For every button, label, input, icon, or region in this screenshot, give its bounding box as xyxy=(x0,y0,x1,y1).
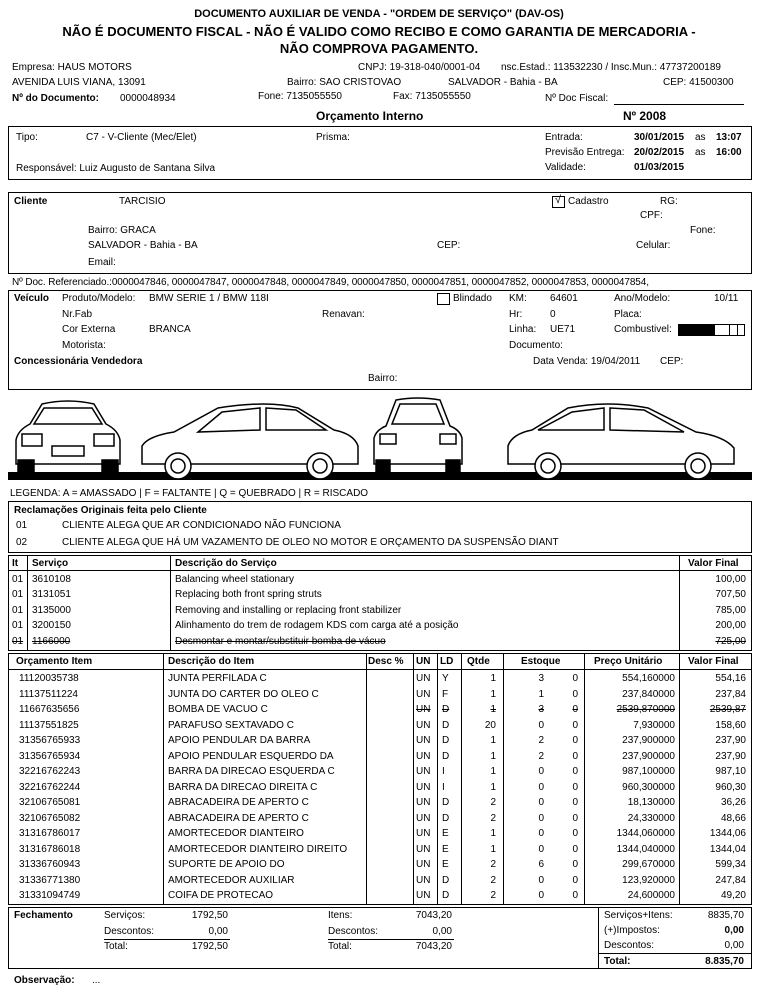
cor-label: Cor Externa xyxy=(62,324,116,335)
item-estoque-2: 0 xyxy=(572,766,578,777)
item-valor: 1344,04 xyxy=(709,843,746,855)
renavan-label: Renavan: xyxy=(322,309,365,320)
item-valor: 247,84 xyxy=(715,874,746,886)
servico-valor: 725,00 xyxy=(715,635,746,647)
empresa-fone: Fone: 7135055550 xyxy=(258,91,342,102)
num-documento: 0000048934 xyxy=(120,93,176,104)
ano-value: 10/11 xyxy=(714,293,739,304)
itens-header-ld: LD xyxy=(440,656,454,667)
item-estoque-2: 0 xyxy=(572,781,578,793)
itens-header-preco: Preço Unitário xyxy=(594,656,663,667)
fechamento-total: 1792,50 xyxy=(191,941,228,952)
fechamento-itens-total: 7043,20 xyxy=(415,941,452,952)
item-descricao: APOIO PENDULAR ESQUERDO DA xyxy=(168,750,334,762)
impostos-label: (+)Impostos: xyxy=(604,925,660,936)
cliente-label: Cliente xyxy=(14,196,48,207)
fechamento-itens-descontos-label: Descontos: xyxy=(328,926,379,937)
item-un: UN xyxy=(416,843,431,855)
item-ld: I xyxy=(442,766,445,777)
concessionaria-label: Concessionária Vendedora xyxy=(14,356,143,367)
item-un: UN xyxy=(416,874,431,886)
item-estoque-1: 0 xyxy=(538,719,544,731)
empresa-cidade: SALVADOR - Bahia - BA xyxy=(448,77,558,88)
itens-header-qtde: Qtde xyxy=(467,656,490,667)
item-preco: 18,130000 xyxy=(627,797,675,808)
item-descricao: BARRA DA DIRECAO ESQUERDA C xyxy=(168,766,335,777)
previsao-as: as xyxy=(695,147,706,158)
item-descricao: PARAFUSO SEXTAVADO C xyxy=(168,719,294,731)
item-valor: 987,10 xyxy=(715,766,746,777)
cor-value: BRANCA xyxy=(149,324,191,335)
empresa-fax: Fax: 7135055550 xyxy=(393,91,471,102)
item-estoque-1: 6 xyxy=(538,859,544,870)
item-ld: D xyxy=(442,735,450,746)
doc-fiscal-label: Nº Doc Fiscal: xyxy=(545,93,609,104)
descontos-geral-value: 0,00 xyxy=(724,940,744,951)
item-codigo: 31331094749 xyxy=(19,890,81,901)
item-un: UN xyxy=(416,735,431,746)
empresa-nome: Empresa: HAUS MOTORS xyxy=(12,62,132,73)
reclamacoes-titulo: Reclamações Originais feita pelo Cliente xyxy=(14,505,207,516)
doc-header-line1: DOCUMENTO AUXILIAR DE VENDA - "ORDEM DE SERVIÇO" (DAV-OS) xyxy=(194,8,564,20)
item-ld: F xyxy=(442,688,449,700)
item-qtde: 2 xyxy=(490,812,496,824)
num-documento-label: Nº do Documento: xyxy=(12,93,99,104)
itens-col-divider xyxy=(679,653,680,905)
servico-it: 01 xyxy=(12,589,24,601)
item-qtde: 1 xyxy=(490,828,496,839)
item-qtde: 1 xyxy=(490,843,496,855)
item-descricao: ABRACADEIRA DE APERTO C xyxy=(168,797,309,808)
item-estoque-2: 0 xyxy=(572,890,578,901)
servico-descricao: Removing and installing or replacing front stabilizer xyxy=(175,604,402,616)
item-ld: D xyxy=(442,719,450,731)
empresa-cnpj: CNPJ: 19-318-040/0001-04 xyxy=(358,62,481,73)
fechamento-descontos: 0,00 xyxy=(208,926,228,937)
item-un: UN xyxy=(416,766,431,777)
reclamacao-num: 02 xyxy=(16,537,28,548)
item-descricao: ABRACADEIRA DE APERTO C xyxy=(168,812,309,824)
descontos-geral-label: Descontos: xyxy=(604,940,655,951)
veiculo-cep: CEP: xyxy=(660,356,684,367)
servicos-itens-value: 8835,70 xyxy=(707,910,744,921)
reclamacao-texto: CLIENTE ALEGA QUE HÁ UM VAZAMENTO DE OLEO NO MOTOR E ORÇAMENTO DA SUSPENSÃO DIANT xyxy=(62,537,559,548)
item-codigo: 11120035738 xyxy=(19,673,79,684)
item-descricao: AMORTECEDOR AUXILIAR xyxy=(168,874,295,886)
linha-value: UE71 xyxy=(550,324,576,335)
reclamacao-num: 01 xyxy=(16,520,28,531)
item-valor: 49,20 xyxy=(720,890,746,901)
item-qtde: 2 xyxy=(490,874,496,886)
item-codigo: 32106765081 xyxy=(19,797,81,808)
servicos-header-descricao: Descrição do Serviço xyxy=(175,558,277,569)
item-qtde: 1 xyxy=(490,673,496,684)
item-preco: 24,600000 xyxy=(627,890,675,901)
item-estoque-1: 2 xyxy=(538,735,544,746)
item-un: UN xyxy=(416,812,431,824)
fechamento-itens-label: Itens: xyxy=(328,910,353,921)
item-un: UN xyxy=(416,704,431,715)
item-ld: D xyxy=(442,890,450,901)
item-preco: 123,920000 xyxy=(622,874,675,886)
itens-header-estoque: Estoque xyxy=(521,656,561,667)
item-un: UN xyxy=(416,828,431,839)
fechamento-itens-total-label: Total: xyxy=(328,941,352,952)
servicos-itens-label: Serviços+Itens: xyxy=(604,910,673,921)
entrada-date: 30/01/2015 xyxy=(634,132,685,143)
item-preco: 24,330000 xyxy=(627,812,675,824)
item-estoque-1: 3 xyxy=(538,704,544,715)
item-estoque-1: 2 xyxy=(538,750,544,762)
item-estoque-1: 0 xyxy=(538,781,544,793)
item-estoque-2: 0 xyxy=(572,688,578,700)
car-left-side-view-icon xyxy=(142,404,358,479)
servico-codigo: 3131051 xyxy=(32,589,71,601)
doc-header-line2: NÃO É DOCUMENTO FISCAL - NÃO É VALIDO COMO RECIBO E COMO GARANTIA DE MERCADORIA - xyxy=(62,24,696,39)
item-preco: 960,300000 xyxy=(622,781,675,793)
data-venda: Data Venda: 19/04/2011 xyxy=(533,356,641,367)
item-estoque-2: 0 xyxy=(572,812,578,824)
item-codigo: 32216762244 xyxy=(19,781,81,793)
item-codigo: 32106765082 xyxy=(19,812,81,824)
fechamento-label: Fechamento xyxy=(14,910,73,921)
item-estoque-2: 0 xyxy=(572,735,578,746)
total-geral-value: 8.835,70 xyxy=(705,956,744,967)
item-codigo: 11137551825 xyxy=(19,719,79,731)
item-qtde: 1 xyxy=(490,704,496,715)
servico-valor: 100,00 xyxy=(715,574,746,585)
observacao-texto: ... xyxy=(92,975,101,986)
placa-label: Placa: xyxy=(614,309,642,320)
item-valor: 237,90 xyxy=(715,735,746,746)
doc-fiscal-line xyxy=(614,104,744,105)
produto-label: Produto/Modelo: xyxy=(62,293,136,304)
servicos-header-servico: Serviço xyxy=(32,558,69,569)
cliente-email: Email: xyxy=(88,257,116,268)
linha-label: Linha: xyxy=(509,324,537,335)
km-label: KM: xyxy=(509,293,527,304)
item-descricao: JUNTA PERFILADA C xyxy=(168,673,267,684)
item-preco: 2539,870000 xyxy=(616,704,675,715)
item-preco: 1344,040000 xyxy=(616,843,675,855)
ano-label: Ano/Modelo: xyxy=(614,293,671,304)
item-descricao: SUPORTE DE APOIO DO xyxy=(168,859,285,870)
item-qtde: 1 xyxy=(490,735,496,746)
tipo-label: Tipo: xyxy=(16,132,38,143)
itens-col-divider xyxy=(503,653,504,905)
item-estoque-2: 0 xyxy=(572,719,578,731)
servico-codigo: 3135000 xyxy=(32,604,71,616)
veiculo-bairro: Bairro: xyxy=(368,373,398,384)
cliente-fone: Fone: xyxy=(690,225,716,236)
item-descricao: AMORTECEDOR DIANTEIRO xyxy=(168,828,304,839)
item-descricao: APOIO PENDULAR DA BARRA xyxy=(168,735,311,746)
cliente-celular: Celular: xyxy=(636,240,671,251)
fechamento-total-label: Total: xyxy=(104,941,128,952)
item-preco: 237,840000 xyxy=(622,688,675,700)
previsao-hora: 16:00 xyxy=(716,147,742,158)
fechamento-itens-line xyxy=(328,939,454,940)
item-estoque-1: 1 xyxy=(538,688,544,700)
km-value: 64601 xyxy=(550,293,578,304)
empresa-bairro: Bairro: SAO CRISTOVAO xyxy=(287,77,402,88)
hr-label: Hr: xyxy=(509,309,523,320)
servico-descricao: Alinhamento do trem de rodagem KDS com carga até a posição xyxy=(175,620,459,632)
fechamento-servicos-label: Serviços: xyxy=(104,910,146,921)
servico-valor: 785,00 xyxy=(715,604,746,616)
item-valor: 554,16 xyxy=(715,673,746,684)
tipo-value: C7 - V-Cliente (Mec/Elet) xyxy=(86,132,197,143)
item-estoque-1: 0 xyxy=(538,828,544,839)
doc-header-line3: NÃO COMPROVA PAGAMENTO. xyxy=(279,41,479,56)
item-valor: 36,26 xyxy=(720,797,746,808)
item-estoque-2: 0 xyxy=(572,843,578,855)
empresa-cep: CEP: 41500300 xyxy=(663,77,734,88)
item-codigo: 31336771380 xyxy=(19,874,81,886)
itens-header-desc: Desc % xyxy=(368,656,404,667)
itens-col-divider xyxy=(584,653,585,905)
item-qtde: 2 xyxy=(490,797,496,808)
item-valor: 237,90 xyxy=(715,750,746,762)
prisma-label: Prisma: xyxy=(316,132,350,143)
veiculo-label: Veículo xyxy=(14,293,50,304)
entrada-hora: 13:07 xyxy=(716,132,742,143)
fechamento-itens: 7043,20 xyxy=(415,910,452,921)
item-ld: D xyxy=(442,812,450,824)
itens-header-un: UN xyxy=(416,656,431,667)
total-geral-label: Total: xyxy=(604,956,631,967)
blindado-label: Blindado xyxy=(453,293,492,304)
item-codigo: 31356765934 xyxy=(19,750,81,762)
car-right-side-view-icon xyxy=(508,404,734,479)
servico-codigo: 3200150 xyxy=(32,620,71,632)
fechamento-itens-descontos: 0,00 xyxy=(432,926,452,937)
item-qtde: 20 xyxy=(484,719,496,731)
motorista-label: Motorista: xyxy=(62,340,106,351)
item-estoque-2: 0 xyxy=(572,673,578,684)
item-valor: 599,34 xyxy=(715,859,746,870)
combustivel-gauge xyxy=(678,324,745,336)
item-descricao: AMORTECEDOR DIANTEIRO DIREITO xyxy=(168,843,348,855)
item-ld: E xyxy=(442,828,449,839)
entrada-as: as xyxy=(695,132,706,143)
item-valor: 2539,87 xyxy=(709,704,746,715)
item-ld: I xyxy=(442,781,445,793)
servicos-header-it: It xyxy=(12,558,19,569)
item-descricao: COIFA DE PROTECAO xyxy=(168,890,274,901)
item-codigo: 31356765933 xyxy=(19,735,81,746)
itens-col-divider xyxy=(163,653,164,905)
item-valor: 158,60 xyxy=(715,719,746,731)
servico-valor: 707,50 xyxy=(715,589,746,601)
item-ld: D xyxy=(442,797,450,808)
item-preco: 237,900000 xyxy=(622,750,675,762)
orcamento-titulo: Orçamento Interno xyxy=(316,109,424,123)
item-qtde: 1 xyxy=(490,766,496,777)
item-qtde: 1 xyxy=(490,781,496,793)
servico-descricao: Replacing both front spring struts xyxy=(175,589,322,601)
item-preco: 7,930000 xyxy=(633,719,675,731)
item-estoque-1: 0 xyxy=(538,797,544,808)
item-valor: 48,66 xyxy=(720,812,746,824)
car-front-view-icon xyxy=(16,401,120,474)
cliente-cidade: SALVADOR - Bahia - BA xyxy=(88,240,198,251)
doc-referenciado: Nº Doc. Referenciado.:0000047846, 0000047847, 0000047848, 0000047849, 0000047850, 0000047851, 0000047852, 0000047853, 0000047854, xyxy=(12,277,649,288)
reclamacao-texto: CLIENTE ALEGA QUE AR CONDICIONADO NÃO FUNCIONA xyxy=(62,520,341,531)
car-damage-diagram xyxy=(8,394,752,488)
servico-descricao: Desmontar e montar/substituir bomba de vácuo xyxy=(175,635,386,647)
blindado-checkbox[interactable] xyxy=(437,293,450,305)
cliente-nome: TARCISIO xyxy=(119,196,166,207)
validade-label: Validade: xyxy=(545,162,586,173)
empresa-insc: nsc.Estad.: 113532230 / Insc.Mun.: 47737200189 xyxy=(501,62,721,73)
item-estoque-2: 0 xyxy=(572,859,578,870)
fechamento-total-line xyxy=(598,953,752,954)
servico-it: 01 xyxy=(12,635,24,647)
item-preco: 554,160000 xyxy=(622,673,675,684)
itens-col-divider xyxy=(437,653,438,905)
servico-it: 01 xyxy=(12,604,24,616)
rg-label: RG: xyxy=(660,196,678,207)
nrfab-label: Nr.Fab xyxy=(62,309,93,320)
servico-it: 01 xyxy=(12,574,24,585)
impostos-value: 0,00 xyxy=(724,925,744,936)
documento-label: Documento: xyxy=(509,340,563,351)
item-preco: 1344,060000 xyxy=(616,828,675,839)
produto-value: BMW SERIE 1 / BMW 118I xyxy=(149,293,269,304)
itens-header-descricao: Descrição do Item xyxy=(168,656,255,667)
servicos-header-valor: Valor Final xyxy=(688,558,739,569)
item-ld: D xyxy=(442,704,450,715)
entrada-label: Entrada: xyxy=(545,132,583,143)
item-un: UN xyxy=(416,719,431,731)
item-descricao: BARRA DA DIRECAO DIREITA C xyxy=(168,781,318,793)
item-estoque-1: 0 xyxy=(538,843,544,855)
item-preco: 237,900000 xyxy=(622,735,675,746)
item-valor: 237,84 xyxy=(715,688,746,700)
item-un: UN xyxy=(416,797,431,808)
fechamento-divider xyxy=(598,907,599,969)
item-valor: 960,30 xyxy=(715,781,746,793)
item-estoque-2: 0 xyxy=(572,797,578,808)
itens-header-item: Orçamento Item xyxy=(16,656,93,667)
responsavel: Responsável: Luiz Augusto de Santana Silva xyxy=(16,163,216,174)
item-ld: E xyxy=(442,859,449,870)
item-ld: D xyxy=(442,874,450,886)
orcamento-numero: Nº 2008 xyxy=(623,109,667,123)
itens-col-divider xyxy=(461,653,462,905)
cpf-label: CPF: xyxy=(640,210,663,221)
servicos-header-divider xyxy=(8,570,752,571)
fechamento-servicos-line xyxy=(104,939,230,940)
item-preco: 987,100000 xyxy=(622,766,675,777)
servico-it: 01 xyxy=(12,620,24,632)
item-estoque-2: 0 xyxy=(572,704,578,715)
item-un: UN xyxy=(416,859,431,870)
item-descricao: JUNTA DO CARTER DO OLEO C xyxy=(168,688,319,700)
previsao-label: Previsão Entrega: xyxy=(545,147,625,158)
item-un: UN xyxy=(416,688,431,700)
item-codigo: 11137511224 xyxy=(19,688,78,700)
hr-value: 0 xyxy=(550,309,556,320)
item-estoque-2: 0 xyxy=(572,750,578,762)
item-estoque-1: 3 xyxy=(538,673,544,684)
item-codigo: 31316786018 xyxy=(19,843,81,855)
empresa-endereco: AVENIDA LUIS VIANA, 13091 xyxy=(12,77,146,88)
item-descricao: BOMBA DE VACUO C xyxy=(168,704,268,715)
itens-col-divider xyxy=(366,653,367,905)
item-estoque-1: 0 xyxy=(538,874,544,886)
validade-date: 01/03/2015 xyxy=(634,162,685,173)
observacao-label: Observação: xyxy=(14,975,75,986)
item-codigo: 32216762243 xyxy=(19,766,81,777)
fechamento-descontos-label: Descontos: xyxy=(104,926,155,937)
item-un: UN xyxy=(416,890,431,901)
item-estoque-2: 0 xyxy=(572,874,578,886)
itens-header-divider xyxy=(8,669,752,670)
item-codigo: 31336760943 xyxy=(19,859,81,870)
fechamento-servicos: 1792,50 xyxy=(191,910,228,921)
item-codigo: 11667635656 xyxy=(19,704,80,715)
cadastro-label: Cadastro xyxy=(568,196,609,207)
cliente-bairro: Bairro: GRACA xyxy=(88,225,156,236)
item-ld: D xyxy=(442,750,450,762)
cadastro-checkbox[interactable]: √ xyxy=(552,196,565,208)
item-qtde: 1 xyxy=(490,750,496,762)
item-ld: Y xyxy=(442,673,449,684)
item-estoque-1: 0 xyxy=(538,812,544,824)
servico-codigo: 3610108 xyxy=(32,574,71,585)
item-un: UN xyxy=(416,673,431,684)
item-qtde: 1 xyxy=(490,688,496,700)
cliente-cep: CEP: xyxy=(437,240,461,251)
item-estoque-2: 0 xyxy=(572,828,578,839)
item-qtde: 2 xyxy=(490,890,496,901)
combustivel-label: Combustivel: xyxy=(614,324,672,335)
item-un: UN xyxy=(416,750,431,762)
legenda: LEGENDA: A = AMASSADO | F = FALTANTE | Q = QUEBRADO | R = RISCADO xyxy=(10,488,369,499)
item-estoque-1: 0 xyxy=(538,890,544,901)
servico-descricao: Balancing wheel stationary xyxy=(175,574,294,585)
previsao-date: 20/02/2015 xyxy=(634,147,685,158)
item-preco: 299,670000 xyxy=(622,859,675,870)
item-valor: 1344,06 xyxy=(709,828,746,839)
itens-col-divider xyxy=(413,653,414,905)
item-qtde: 2 xyxy=(490,859,496,870)
item-estoque-1: 0 xyxy=(538,766,544,777)
car-rear-view-icon xyxy=(374,398,462,474)
item-un: UN xyxy=(416,781,431,793)
servico-codigo: 1166000 xyxy=(32,635,71,647)
servico-valor: 200,00 xyxy=(715,620,746,632)
item-ld: E xyxy=(442,843,449,855)
item-codigo: 31316786017 xyxy=(19,828,81,839)
itens-header-valor: Valor Final xyxy=(688,656,739,667)
